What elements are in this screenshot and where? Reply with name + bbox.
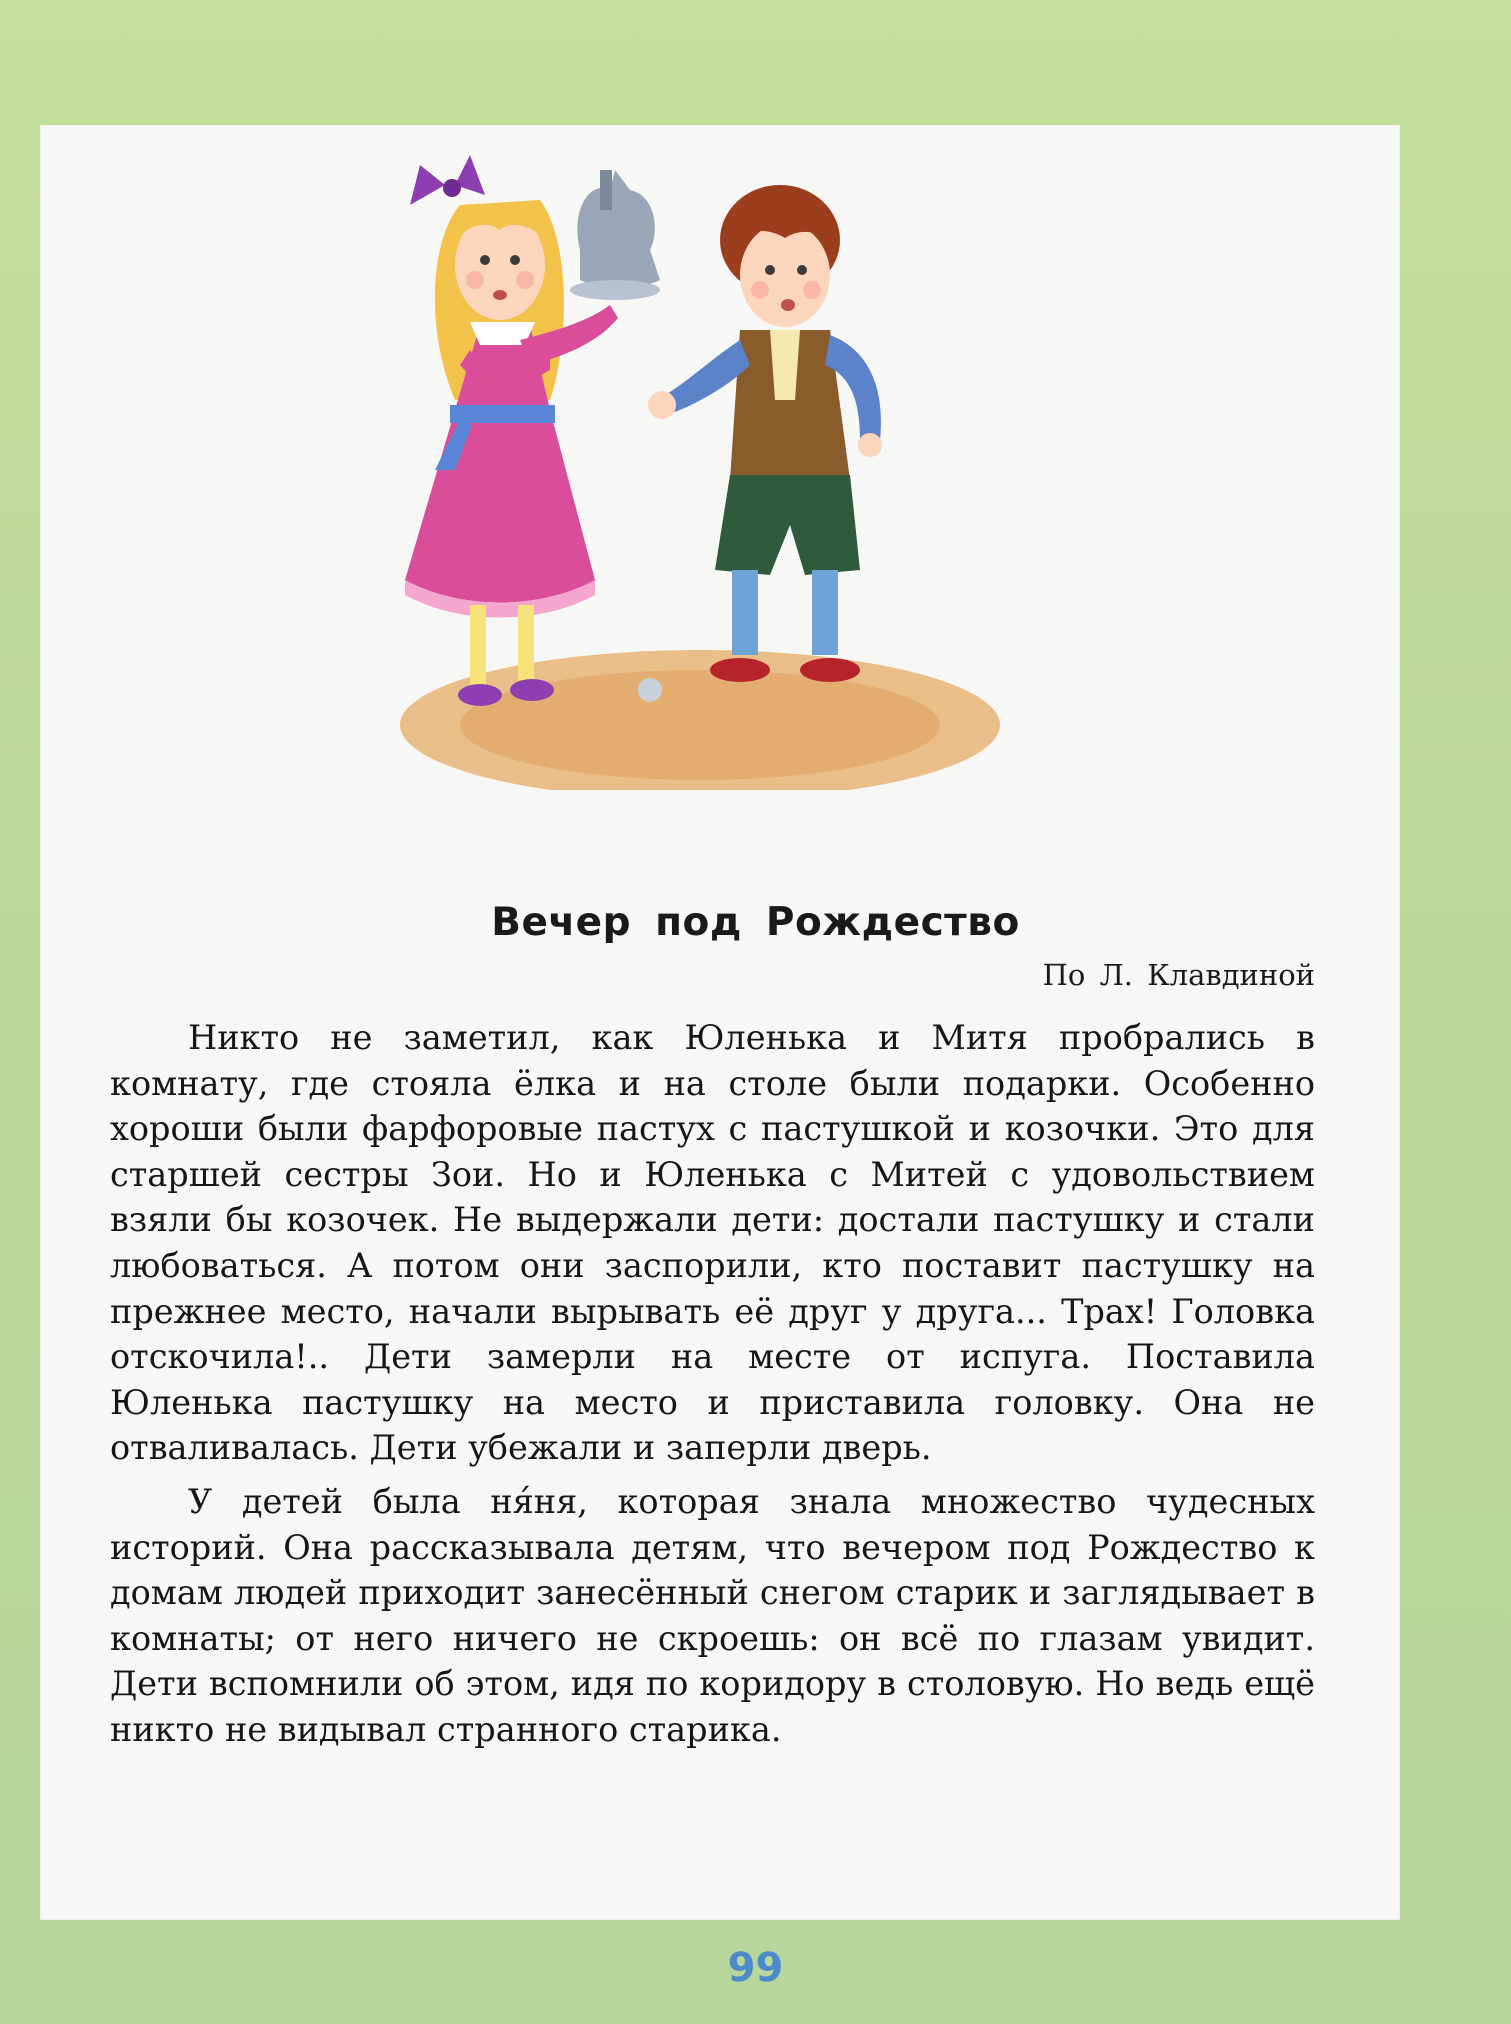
paragraph-1: Никто не заметил, как Юленька и Митя пробрались в комнату, где стояла ёлка и на столе были подарки. Особенно хороши были фарфоровые пастух с пастушкой и козочки. Это для старшей сестры Зои. Но и Юленька с Митей с удовольствием взяли бы козочек. Не выдержали дети: достали пастушку и стали любоваться. А потом они заспорили, кто поставит пастушку на прежнее место, начали вырывать её друг у друга... Трах! Головка отскочила!.. Дети замерли на месте от испуга. Поставила Юленька пастушку на место и приставила головку. Она не отваливалась. Дети убежали и заперли дверь. [110,1018,1315,1468]
paragraph-2: У детей была ня́ня, которая знала множество чудесных историй. Она рассказывала детям, что вечером под Рождество к домам людей приходит занесённый снегом старик и заглядывает в комнаты; от него ничего не скроешь: он всё по глазам увидит. Дети вспомнили об этом, идя по коридору в столовую. Но ведь ещё никто не видывал странного старика. [110,1481,1315,1749]
children-illustration [400,150,1040,790]
fallen-figurine-head [638,678,662,702]
porcelain-figurine [570,170,660,300]
story-text [110,1015,1315,1753]
page-number: 99 [727,1945,784,1991]
story-title: Вечер под Рождество [491,900,1020,945]
story-author: По Л. Клавдиной [1042,958,1315,992]
boy-figure [648,185,882,682]
